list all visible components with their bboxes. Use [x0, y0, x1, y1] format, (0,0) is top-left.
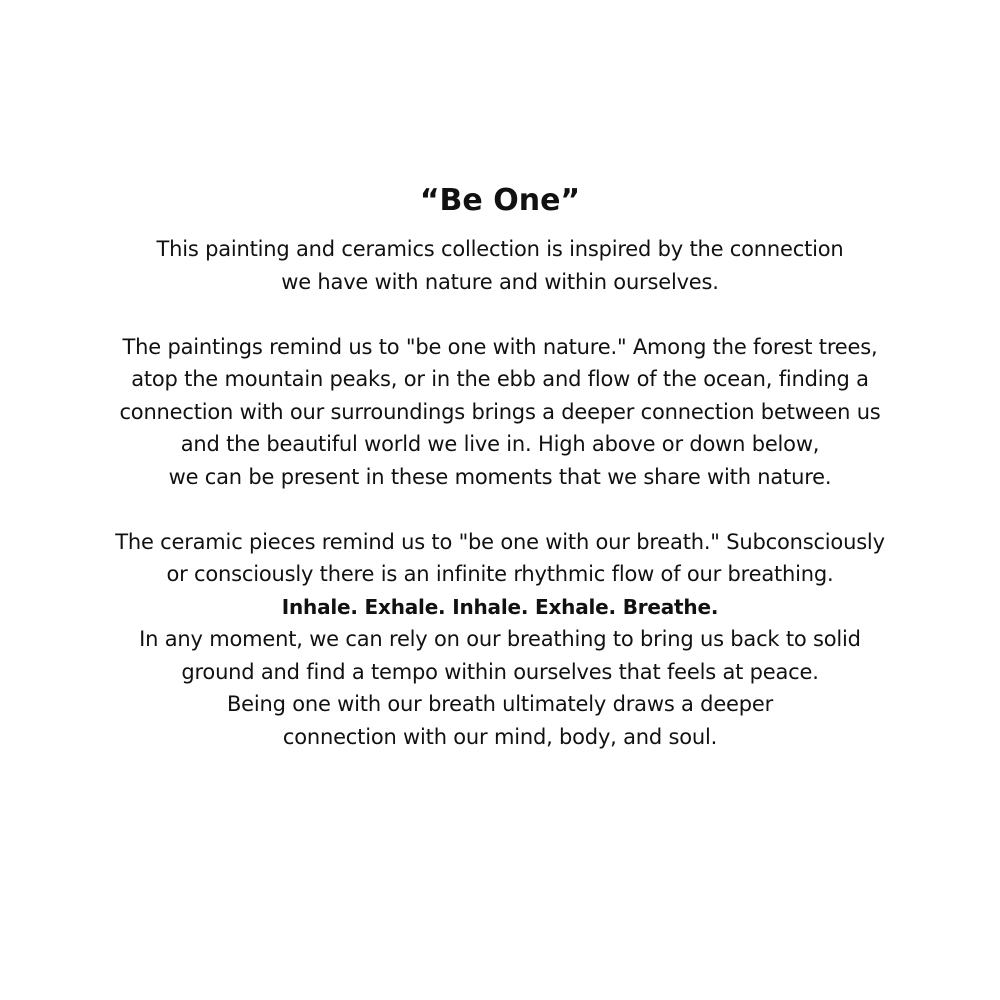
intro-paragraph	[0, 233, 1000, 298]
intro-line: we have with nature and within ourselves.	[281, 269, 719, 294]
paintings-line: connection with our surroundings brings a deeper connection between us	[119, 399, 881, 424]
intro-line: This painting and ceramics collection is inspired by the connection	[156, 237, 844, 261]
paintings-line: and the beautiful world we live in. High above or down below,	[180, 432, 820, 456]
paintings-line: The paintings remind us to "be one with nature." Among the forest trees,	[122, 334, 878, 359]
ceramics-line: or consciously there is an infinite rhythmic flow of our breathing.	[166, 562, 834, 586]
paragraph-spacer	[0, 298, 1000, 331]
closing-line: Being one with our breath ultimately draws a deeper	[226, 692, 774, 716]
ceramics-line: The ceramic pieces remind us to "be one with our breath." Subconsciously	[115, 529, 885, 554]
paintings-line: we can be present in these moments that we share with nature.	[168, 464, 832, 489]
closing-line: In any moment, we can rely on our breathing to bring us back to solid	[139, 627, 861, 651]
paintings-paragraph	[0, 331, 1000, 494]
ceramics-paragraph	[0, 526, 1000, 754]
statement-title: “Be One”	[419, 183, 581, 218]
closing-line: ground and find a tempo within ourselves that feels at peace.	[181, 659, 819, 684]
artist-statement	[0, 175, 1000, 753]
breath-line: Inhale. Exhale. Inhale. Exhale. Breathe.	[281, 594, 719, 619]
closing-line: connection with our mind, body, and soul.	[282, 724, 718, 749]
paintings-line: atop the mountain peaks, or in the ebb and flow of the ocean, finding a	[131, 367, 869, 391]
paragraph-spacer	[0, 493, 1000, 526]
